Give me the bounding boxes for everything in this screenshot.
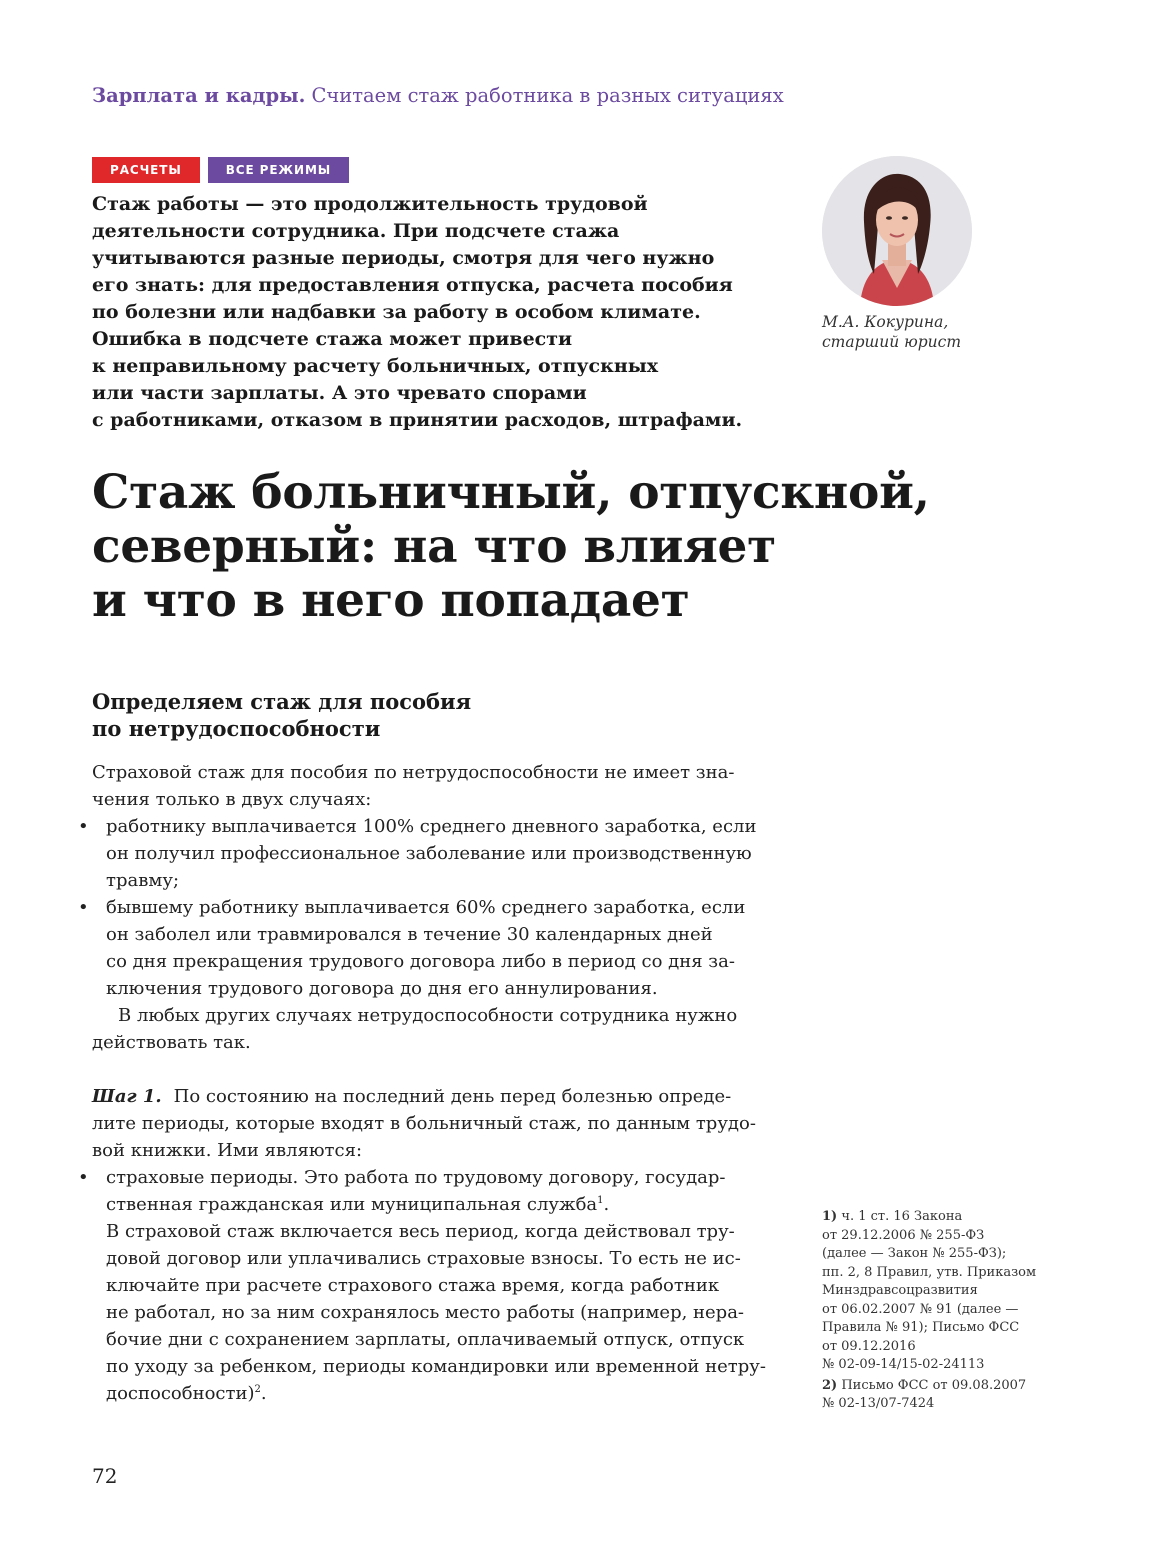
footnote-line: № 02-13/07-7424 bbox=[822, 1396, 935, 1411]
bullet-item-1 bbox=[78, 813, 772, 894]
footnote-line: пп. 2, 8 Правил, утв. Приказом bbox=[822, 1264, 1037, 1280]
body-line: страховые периоды. Это работа по трудовому договору, государ- bbox=[106, 1167, 726, 1188]
body-text: ственная гражданская или муниципальная служба bbox=[106, 1194, 598, 1215]
body-line: ключайте при расчете страхового стажа время, когда работник bbox=[106, 1275, 720, 1296]
lead-line: к неправильному расчету больничных, отпускных bbox=[92, 355, 659, 377]
article-title bbox=[92, 466, 930, 628]
lead-line: или части зарплаты. А это чревато спорами bbox=[92, 382, 587, 404]
article-title-line: Стаж больничный, отпускной, bbox=[92, 465, 930, 520]
body-line: работнику выплачивается 100% среднего дневного заработка, если bbox=[106, 816, 757, 837]
body-line: со дня прекращения трудового договора либо в период со дня за- bbox=[106, 951, 735, 972]
body-text: . bbox=[260, 1383, 267, 1404]
footnote-ref-1[interactable]: 1 bbox=[597, 1195, 604, 1206]
body-line: ключения трудового договора до дня его аннулирования. bbox=[106, 978, 658, 999]
body-text-step-1 bbox=[78, 1083, 772, 1407]
tag-all-regimes: ВСЕ РЕЖИМЫ bbox=[208, 157, 349, 183]
body-line: В любых других случаях нетрудоспособности сотрудника нужно bbox=[118, 1005, 738, 1026]
footnote-line bbox=[822, 1377, 1047, 1396]
running-header-title: Считаем стаж работника в разных ситуациях bbox=[311, 84, 784, 107]
tag-calculations: РАСЧЕТЫ bbox=[92, 157, 200, 183]
body-text: . bbox=[603, 1194, 610, 1215]
subheading-line: по нетрудоспособности bbox=[92, 716, 381, 741]
bullet-item-2 bbox=[78, 894, 772, 1002]
bullet-icon: • bbox=[78, 816, 89, 837]
body-line-with-ref bbox=[106, 1380, 772, 1407]
bullet-icon: • bbox=[78, 897, 89, 918]
body-line: действовать так. bbox=[92, 1032, 251, 1053]
footnotes bbox=[822, 1208, 1047, 1414]
body-text: доспособности) bbox=[106, 1383, 255, 1404]
footnote-2 bbox=[822, 1377, 1047, 1414]
footnote-line: Минздравсоцразвития bbox=[822, 1283, 978, 1298]
footnote-ref-2[interactable]: 2 bbox=[254, 1384, 261, 1395]
footnote-text: ч. 1 ст. 16 Закона bbox=[841, 1209, 963, 1224]
body-line: не работал, но за ним сохранялось место работы (например, нера- bbox=[106, 1302, 745, 1323]
author-portrait-icon bbox=[822, 156, 972, 306]
body-line: чения только в двух случаях: bbox=[92, 789, 372, 810]
lead-line: учитываются разные периоды, смотря для чего нужно bbox=[92, 247, 715, 269]
running-header-section: Зарплата и кадры. bbox=[92, 84, 306, 107]
tag-list bbox=[92, 157, 349, 183]
lead-line: с работниками, отказом в принятии расходов, штрафами. bbox=[92, 409, 743, 431]
article-title-line: и что в него попадает bbox=[92, 573, 690, 628]
footnote-number: 1) bbox=[822, 1209, 838, 1224]
author-photo bbox=[822, 156, 972, 306]
body-line: По состоянию на последний день перед болезнью опреде- bbox=[173, 1086, 732, 1107]
footnote-line: № 02-09-14/15-02-24113 bbox=[822, 1357, 985, 1372]
lead-line: его знать: для предоставления отпуска, расчета пособия bbox=[92, 274, 733, 296]
body-line: лите периоды, которые входят в больничный стаж, по данным трудо- bbox=[92, 1113, 756, 1134]
body-line: он заболел или травмировался в течение 30 календарных дней bbox=[106, 924, 713, 945]
lead-paragraph bbox=[92, 191, 792, 434]
section-subheading bbox=[92, 688, 471, 742]
footnote-line: от 29.12.2006 № 255-ФЗ bbox=[822, 1227, 985, 1243]
footnote-number: 2) bbox=[822, 1377, 838, 1393]
lead-line: по болезни или надбавки за работу в особом климате. bbox=[92, 301, 701, 323]
footnote-line: (далее — Закон № 255-ФЗ); bbox=[822, 1246, 1007, 1261]
author-name: М.А. Кокурина, bbox=[822, 313, 949, 331]
lead-line: Стаж работы — это продолжительность трудовой bbox=[92, 193, 648, 215]
step-label: Шаг 1. bbox=[92, 1086, 162, 1107]
body-line: Страховой стаж для пособия по нетрудоспособности не имеет зна- bbox=[92, 762, 735, 783]
article-title-line: северный: на что влияет bbox=[92, 519, 776, 574]
footnote-line: от 06.02.2007 № 91 (далее — bbox=[822, 1301, 1019, 1317]
body-text-section-1 bbox=[78, 759, 772, 1056]
footnote-text: Письмо ФСС от 09.08.2007 bbox=[841, 1377, 1027, 1393]
body-line: бывшему работнику выплачивается 60% среднего заработка, если bbox=[106, 897, 746, 918]
body-line: он получил профессиональное заболевание или производственную bbox=[106, 843, 752, 864]
author-position: старший юрист bbox=[822, 333, 962, 351]
subheading-line: Определяем стаж для пособия bbox=[92, 689, 472, 714]
body-line: бочие дни с сохранением зарплаты, оплачиваемый отпуск, отпуск bbox=[106, 1329, 745, 1350]
footnote-line: Правила № 91); Письмо ФСС bbox=[822, 1320, 1020, 1335]
body-line: травму; bbox=[106, 870, 180, 891]
footnote-line bbox=[822, 1208, 1047, 1227]
author-caption bbox=[822, 312, 961, 352]
body-line: довой договор или уплачивались страховые взносы. То есть не ис- bbox=[106, 1248, 741, 1269]
footnote-1 bbox=[822, 1208, 1047, 1375]
footnote-line: от 09.12.2016 bbox=[822, 1338, 916, 1354]
body-line: вой книжки. Ими являются: bbox=[92, 1140, 363, 1161]
body-line-with-ref bbox=[106, 1191, 772, 1218]
body-line: В страховой стаж включается весь период, когда действовал тру- bbox=[106, 1221, 735, 1242]
step-1-first-line bbox=[92, 1083, 772, 1110]
bullet-item-insurance-periods bbox=[78, 1164, 772, 1407]
lead-line: деятельности сотрудника. При подсчете стажа bbox=[92, 220, 620, 242]
lead-line: Ошибка в подсчете стажа может привести bbox=[92, 328, 573, 350]
page-number: 72 bbox=[92, 1464, 118, 1488]
bullet-icon: • bbox=[78, 1167, 89, 1188]
body-line: по уходу за ребенком, периоды командировки или временной нетру- bbox=[106, 1356, 766, 1377]
running-header bbox=[92, 84, 784, 107]
